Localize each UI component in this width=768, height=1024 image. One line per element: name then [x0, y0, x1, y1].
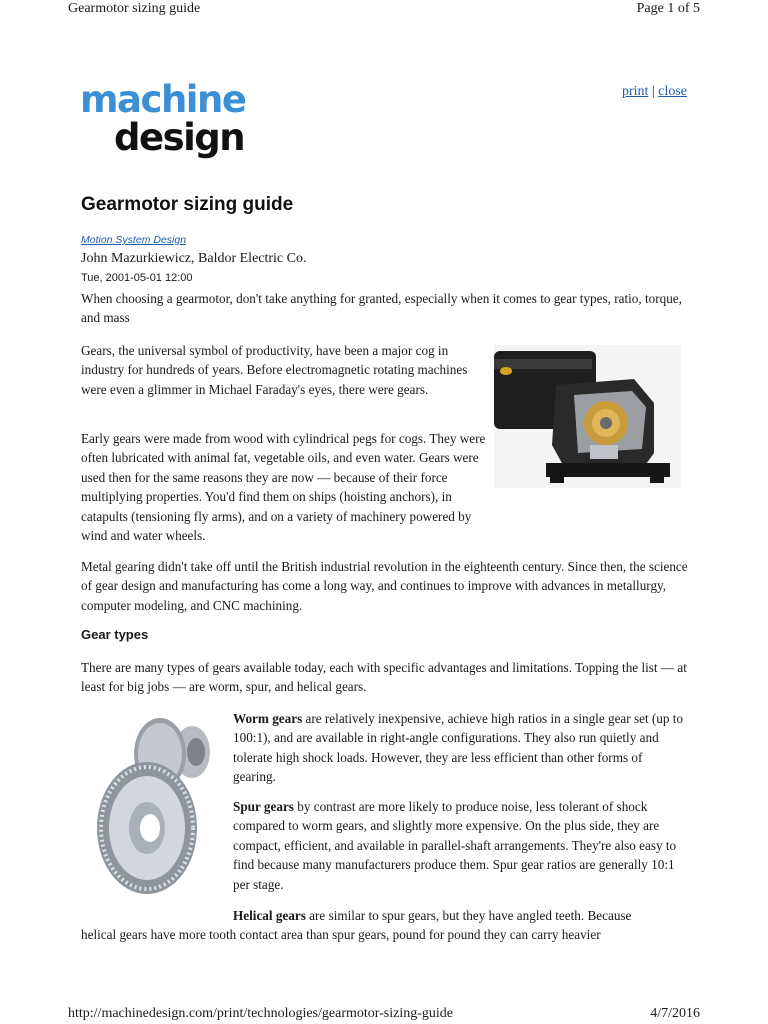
top-links	[622, 84, 687, 100]
logo-line-design: design	[114, 116, 245, 159]
worm-gears-text: are relatively inexpensive, achieve high ratios in a single gear set (up to 100:1), and are available in right-angle configurations. They also run quietly and tolerate high shock loads. However, they are less efficient than other forms of gearing.	[233, 711, 684, 785]
term-spur-gears: Spur gears	[233, 799, 294, 814]
article-date: Tue, 2001-05-01 12:00	[81, 272, 193, 284]
paragraph-worm-gears	[233, 709, 688, 787]
link-separator: |	[651, 84, 655, 99]
helical-gears-text-1: are similar to spur gears, but they have angled teeth. Because	[305, 908, 632, 923]
subhead-gear-types: Gear types	[81, 627, 149, 642]
paragraph-early-gears	[81, 429, 688, 545]
print-footer-url: http://machinedesign.com/print/technologies/gearmotor-sizing-guide	[68, 1006, 454, 1021]
close-link[interactable]: close	[658, 84, 687, 99]
logo-line-machine: machine	[80, 78, 246, 121]
print-header-page-number: Page 1 of 5	[636, 1, 700, 16]
paragraph-early-gears-text: Early gears were made from wood with cylindrical pegs for cogs. They were often lubricated with animal fat, vegetable oils, and even water. Gears were used then for the same reasons they are now — because of their force multiplying properties. You'd find them on ships (hoisting anchors), in catapults (tensioning fly arms), and on a variety of machinery powered by wind and water wheels.	[81, 431, 486, 544]
paragraph-metal-gearing: Metal gearing didn't take off until the British industrial revolution in the eighteenth century. Since then, the science of gear design and manufacturing has come a long way, and continues to improve with advances in metallurgy, computer modeling, and CNC machining.	[81, 559, 688, 613]
section-link[interactable]: Motion System Design	[81, 234, 187, 246]
article-title: Gearmotor sizing guide	[81, 194, 294, 215]
paragraph-spur-gears	[233, 797, 688, 894]
paragraph-gears-history: Gears, the universal symbol of productivity, have been a major cog in industry for hundreds of years. Before electromagnetic rotating machines were even a glimmer in Michael Faraday's eyes, there were gears.	[81, 343, 468, 397]
print-link[interactable]: print	[621, 84, 649, 99]
paragraph-helical-gears-line1	[233, 906, 688, 925]
spur-gear-image	[82, 712, 227, 898]
print-header-title: Gearmotor sizing guide	[68, 1, 201, 16]
paragraph-gear-types-intro: There are many types of gears available today, each with specific advantages and limitations. Topping the list — at least for big jobs — are worm, spur, and helical gears.	[81, 660, 687, 695]
term-worm-gears: Worm gears	[233, 711, 303, 726]
print-footer-date: 4/7/2016	[650, 1006, 700, 1021]
article-lead: When choosing a gearmotor, don't take anything for granted, especially when it comes to gear types, ratio, torque, and mass	[81, 291, 682, 326]
helical-gears-text-2: helical gears have more tooth contact area than spur gears, pound for pound they can carry heavier	[81, 927, 601, 942]
article-author: John Mazurkiewicz, Baldor Electric Co.	[81, 251, 307, 266]
term-helical-gears: Helical gears	[233, 908, 306, 923]
machine-design-logo	[80, 78, 246, 170]
spur-gears-text: by contrast are more likely to produce noise, less tolerant of shock compared to worm gears, and slightly more expensive. On the plus side, they are compact, efficient, and available in parallel-shaft arrangements. They're also easy to find because many manufacturers produce them. Spur gear ratios are generally 10:1 per stage.	[233, 799, 677, 892]
